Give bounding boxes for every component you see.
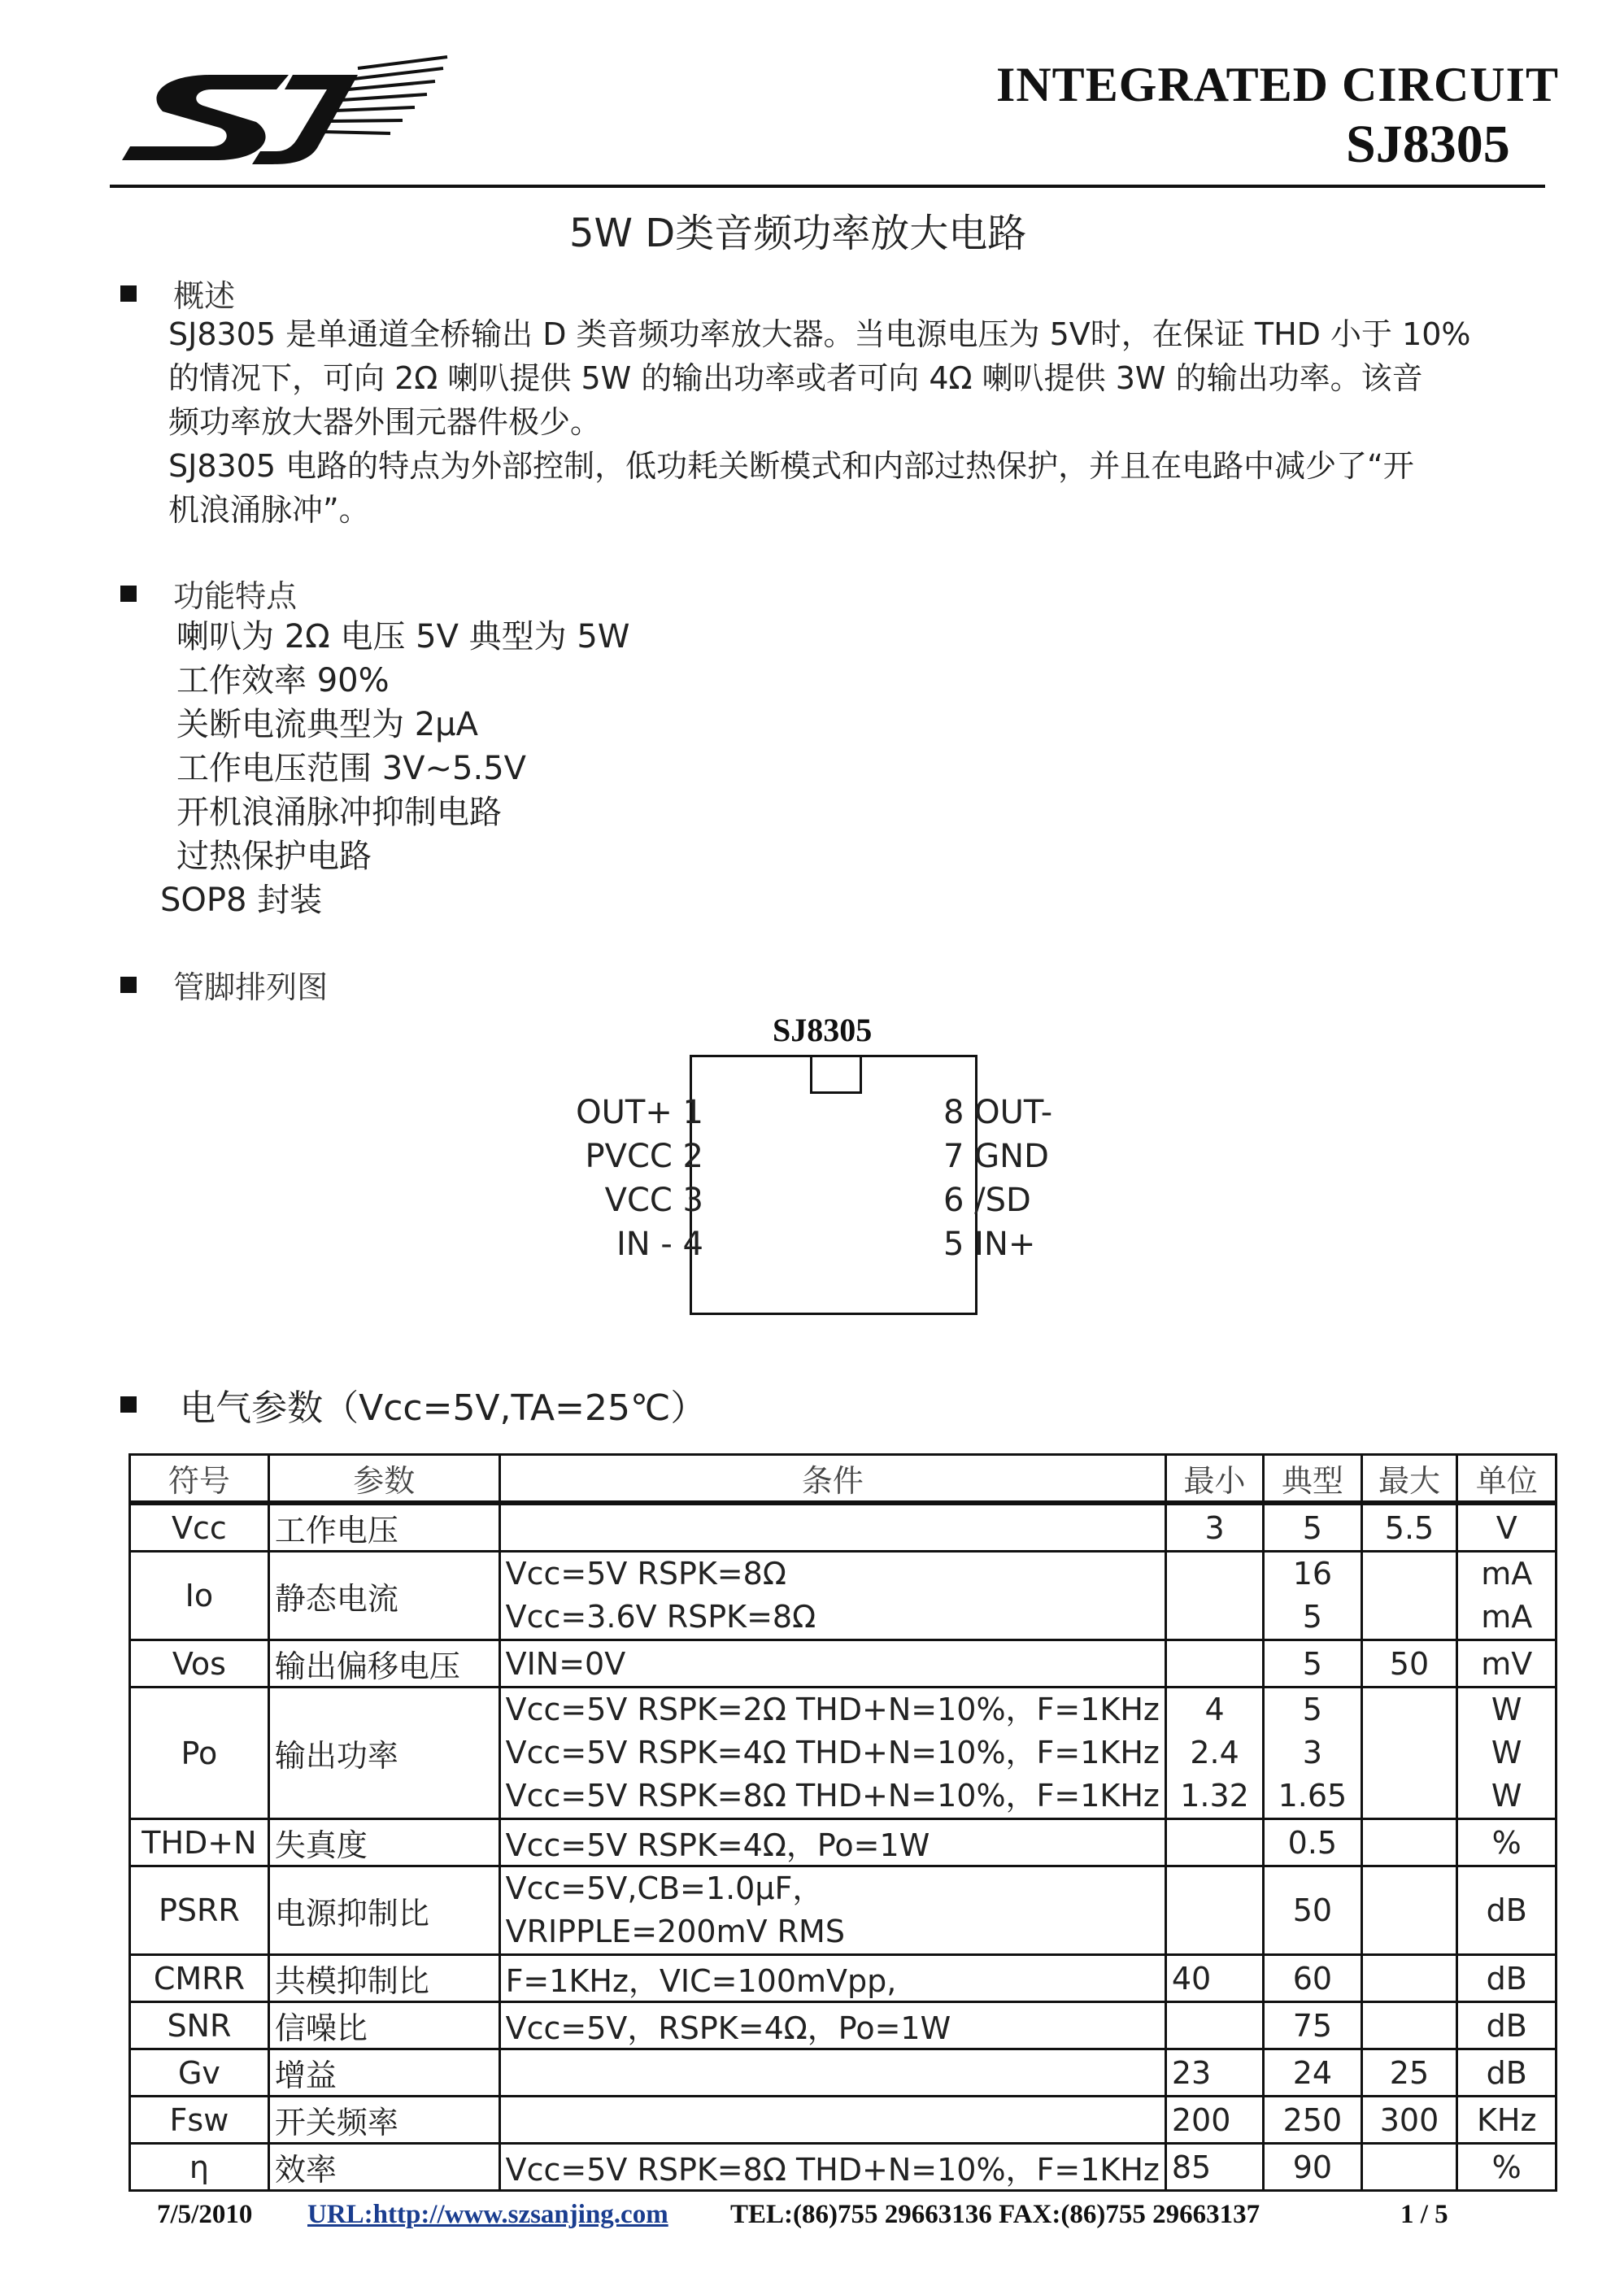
column-header: 典型	[1264, 1455, 1361, 1504]
pin-label-right: 6 /SD	[943, 1182, 1031, 1219]
cell-condition	[499, 1552, 1165, 1640]
cell-condition: Vcc=5V RSPK=8Ω THD+N=10%，F=1KHz	[499, 2144, 1165, 2191]
paragraph-line: 频功率放大器外围元器件极少。	[168, 404, 602, 440]
electrical-params-table	[128, 1453, 1557, 2192]
cell-unit	[1457, 1552, 1557, 1640]
list-item: 开机浪涌脉冲抑制电路	[176, 794, 502, 831]
list-item: 工作效率 90%	[176, 662, 390, 699]
table-row	[130, 1552, 1557, 1640]
min-value: 4	[1204, 1692, 1225, 1727]
column-header: 符号	[130, 1455, 269, 1504]
paragraph-line: 机浪涌脉冲”。	[168, 492, 370, 528]
cell-param: 效率	[268, 2144, 499, 2191]
pinout-section	[120, 962, 328, 1007]
footer-url-link[interactable]: URL:http://www.szsanjing.com	[307, 2200, 668, 2229]
cell-unit: dB	[1457, 1866, 1557, 1955]
cell-symbol: CMRR	[130, 1955, 269, 2002]
section-heading: 概述	[173, 278, 236, 314]
cell-max: 5.5	[1361, 1503, 1457, 1552]
features-section	[120, 571, 297, 616]
pin-label-left: VCC 3	[604, 1182, 703, 1219]
pin-label-right: 8 OUT-	[943, 1094, 1053, 1131]
list-item: SOP8 封装	[160, 882, 323, 919]
paragraph-line: SJ8305 是单通道全桥输出 D 类音频功率放大器。当电源电压为 5V时，在保证 THD 小于 10%	[168, 316, 1471, 352]
cell-unit: %	[1457, 2144, 1557, 2191]
list-item: 喇叭为 2Ω 电压 5V 典型为 5W	[176, 618, 630, 655]
table-row	[130, 1640, 1557, 1688]
unit-value: W	[1491, 1692, 1522, 1727]
page-number: 1 / 5	[1400, 2200, 1448, 2229]
cell-min: 40	[1165, 1955, 1263, 2002]
cell-param: 共模抑制比	[268, 1955, 499, 2002]
bullet-icon	[120, 586, 137, 602]
cell-unit: dB	[1457, 1955, 1557, 2002]
cell-min	[1165, 1819, 1263, 1866]
condition-line: VRIPPLE=200mV RMS	[505, 1914, 845, 1949]
chip-label: SJ8305	[773, 1012, 873, 1048]
unit-value: W	[1491, 1735, 1522, 1770]
table-row	[130, 1503, 1557, 1552]
cell-min: 200	[1165, 2097, 1263, 2144]
unit-value: mA	[1481, 1599, 1533, 1635]
cell-condition	[499, 2097, 1165, 2144]
company-logo	[114, 50, 455, 181]
cell-min: 23	[1165, 2049, 1263, 2097]
table-row	[130, 1819, 1557, 1866]
unit-value: W	[1491, 1778, 1522, 1814]
typ-value: 3	[1302, 1735, 1322, 1770]
cell-symbol: Gv	[130, 2049, 269, 2097]
cell-symbol: Vcc	[130, 1503, 269, 1552]
condition-line: Vcc=5V RSPK=8Ω	[505, 1556, 786, 1592]
cell-max: 300	[1361, 2097, 1457, 2144]
section-heading: 电气参数（Vcc=5V,TA=25℃）	[180, 1387, 707, 1429]
cell-symbol: η	[130, 2144, 269, 2191]
doc-type-title: INTEGRATED CIRCUIT	[996, 58, 1560, 111]
pin-label-left: PVCC 2	[585, 1138, 703, 1175]
cell-condition: F=1KHz，VIC=100mVpp,	[499, 1955, 1165, 2002]
cell-max: 50	[1361, 1640, 1457, 1688]
cell-condition: VIN=0V	[499, 1640, 1165, 1688]
cell-param: 工作电压	[268, 1503, 499, 1552]
column-header: 单位	[1457, 1455, 1557, 1504]
column-header: 参数	[268, 1455, 499, 1504]
paragraph-line: 的情况下，可向 2Ω 喇叭提供 5W 的输出功率或者可向 4Ω 喇叭提供 3W 的输出功率。该音	[168, 360, 1423, 396]
table-row	[130, 1688, 1557, 1819]
cell-typ	[1264, 1688, 1361, 1819]
min-value: 2.4	[1190, 1735, 1239, 1770]
cell-param: 静态电流	[268, 1552, 499, 1640]
bullet-icon	[120, 977, 137, 993]
cell-condition	[499, 1688, 1165, 1819]
cell-typ: 90	[1264, 2144, 1361, 2191]
footer-contact: TEL:(86)755 29663136 FAX:(86)755 29663137	[730, 2200, 1260, 2229]
overview-text	[168, 312, 1471, 532]
min-value: 1.32	[1180, 1778, 1249, 1814]
cell-param: 开关频率	[268, 2097, 499, 2144]
cell-max: 25	[1361, 2049, 1457, 2097]
cell-min	[1165, 2002, 1263, 2049]
cell-typ: 75	[1264, 2002, 1361, 2049]
cell-min	[1165, 1640, 1263, 1688]
cell-min	[1165, 1866, 1263, 1955]
table-row	[130, 2144, 1557, 2191]
condition-line: Vcc=5V RSPK=4Ω THD+N=10%，F=1KHz	[505, 1735, 1160, 1770]
cell-typ: 24	[1264, 2049, 1361, 2097]
features-list	[160, 615, 630, 922]
pin-label-left: IN - 4	[616, 1226, 703, 1263]
column-header: 条件	[499, 1455, 1165, 1504]
cell-min: 85	[1165, 2144, 1263, 2191]
cell-min	[1165, 1552, 1263, 1640]
cell-symbol: Po	[130, 1688, 269, 1819]
cell-param: 输出偏移电压	[268, 1640, 499, 1688]
cell-unit: V	[1457, 1503, 1557, 1552]
cell-typ: 0.5	[1264, 1819, 1361, 1866]
page-title: 5W D类音频功率放大电路	[569, 211, 1027, 256]
bullet-icon	[120, 1396, 137, 1413]
header-rule	[110, 185, 1545, 188]
footer-date: 7/5/2010	[157, 2200, 253, 2229]
cell-symbol: Io	[130, 1552, 269, 1640]
cell-unit: mV	[1457, 1640, 1557, 1688]
cell-param: 增益	[268, 2049, 499, 2097]
cell-param: 输出功率	[268, 1688, 499, 1819]
cell-unit: dB	[1457, 2002, 1557, 2049]
pin-label-right: 7 GND	[943, 1138, 1049, 1175]
cell-symbol: Fsw	[130, 2097, 269, 2144]
cell-typ: 5	[1264, 1503, 1361, 1552]
sj-logo-icon	[114, 50, 455, 181]
condition-line: Vcc=5V RSPK=2Ω THD+N=10%，F=1KHz	[505, 1692, 1160, 1727]
paragraph-line: SJ8305 电路的特点为外部控制，低功耗关断模式和内部过热保护，并且在电路中减少了“开	[168, 448, 1414, 484]
cell-condition	[499, 1866, 1165, 1955]
list-item: 过热保护电路	[176, 838, 372, 875]
table-row	[130, 2002, 1557, 2049]
list-item: 工作电压范围 3V~5.5V	[176, 750, 527, 787]
cell-symbol: SNR	[130, 2002, 269, 2049]
cell-max	[1361, 1552, 1457, 1640]
cell-symbol: PSRR	[130, 1866, 269, 1955]
section-heading: 管脚排列图	[173, 969, 329, 1005]
cell-unit	[1457, 1688, 1557, 1819]
table-row	[130, 1866, 1557, 1955]
cell-condition	[499, 2049, 1165, 2097]
condition-line: Vcc=3.6V RSPK=8Ω	[505, 1599, 816, 1635]
cell-max	[1361, 2144, 1457, 2191]
bullet-icon	[120, 285, 137, 302]
typ-value: 16	[1292, 1556, 1333, 1592]
column-header: 最大	[1361, 1455, 1457, 1504]
table-row	[130, 2049, 1557, 2097]
column-header: 最小	[1165, 1455, 1263, 1504]
typ-value: 1.65	[1278, 1778, 1348, 1814]
electrical-section	[120, 1378, 706, 1431]
typ-value: 5	[1302, 1692, 1322, 1727]
cell-symbol: Vos	[130, 1640, 269, 1688]
unit-value: mA	[1481, 1556, 1533, 1592]
part-number: SJ8305	[1346, 115, 1510, 174]
cell-param: 失真度	[268, 1819, 499, 1866]
chip-body	[690, 1055, 977, 1315]
cell-unit: dB	[1457, 2049, 1557, 2097]
table-row	[130, 1955, 1557, 2002]
cell-typ: 60	[1264, 1955, 1361, 2002]
cell-typ: 50	[1264, 1866, 1361, 1955]
table-row	[130, 2097, 1557, 2144]
cell-condition: Vcc=5V RSPK=4Ω，Po=1W	[499, 1819, 1165, 1866]
chip-notch	[810, 1055, 862, 1094]
cell-typ	[1264, 1552, 1361, 1640]
cell-max	[1361, 1688, 1457, 1819]
cell-unit: %	[1457, 1819, 1557, 1866]
cell-symbol: THD+N	[130, 1819, 269, 1866]
pin-label-left: OUT+ 1	[576, 1094, 703, 1131]
cell-max	[1361, 2002, 1457, 2049]
overview-section	[120, 271, 235, 316]
condition-line: Vcc=5V RSPK=8Ω THD+N=10%，F=1KHz	[505, 1778, 1160, 1814]
cell-max	[1361, 1955, 1457, 2002]
cell-condition	[499, 1503, 1165, 1552]
cell-unit: KHz	[1457, 2097, 1557, 2144]
condition-line: Vcc=5V,CB=1.0μF，	[505, 1870, 824, 1906]
cell-typ: 5	[1264, 1640, 1361, 1688]
section-heading: 功能特点	[173, 578, 298, 614]
cell-min	[1165, 1688, 1263, 1819]
cell-max	[1361, 1819, 1457, 1866]
cell-typ: 250	[1264, 2097, 1361, 2144]
cell-param: 信噪比	[268, 2002, 499, 2049]
cell-min: 3	[1165, 1503, 1263, 1552]
list-item: 关断电流典型为 2μA	[176, 706, 478, 743]
pin-label-right: 5 IN+	[943, 1226, 1036, 1263]
cell-max	[1361, 1866, 1457, 1955]
typ-value: 5	[1302, 1599, 1322, 1635]
table-header-row	[130, 1455, 1557, 1504]
cell-condition: Vcc=5V，RSPK=4Ω，Po=1W	[499, 2002, 1165, 2049]
cell-param: 电源抑制比	[268, 1866, 499, 1955]
